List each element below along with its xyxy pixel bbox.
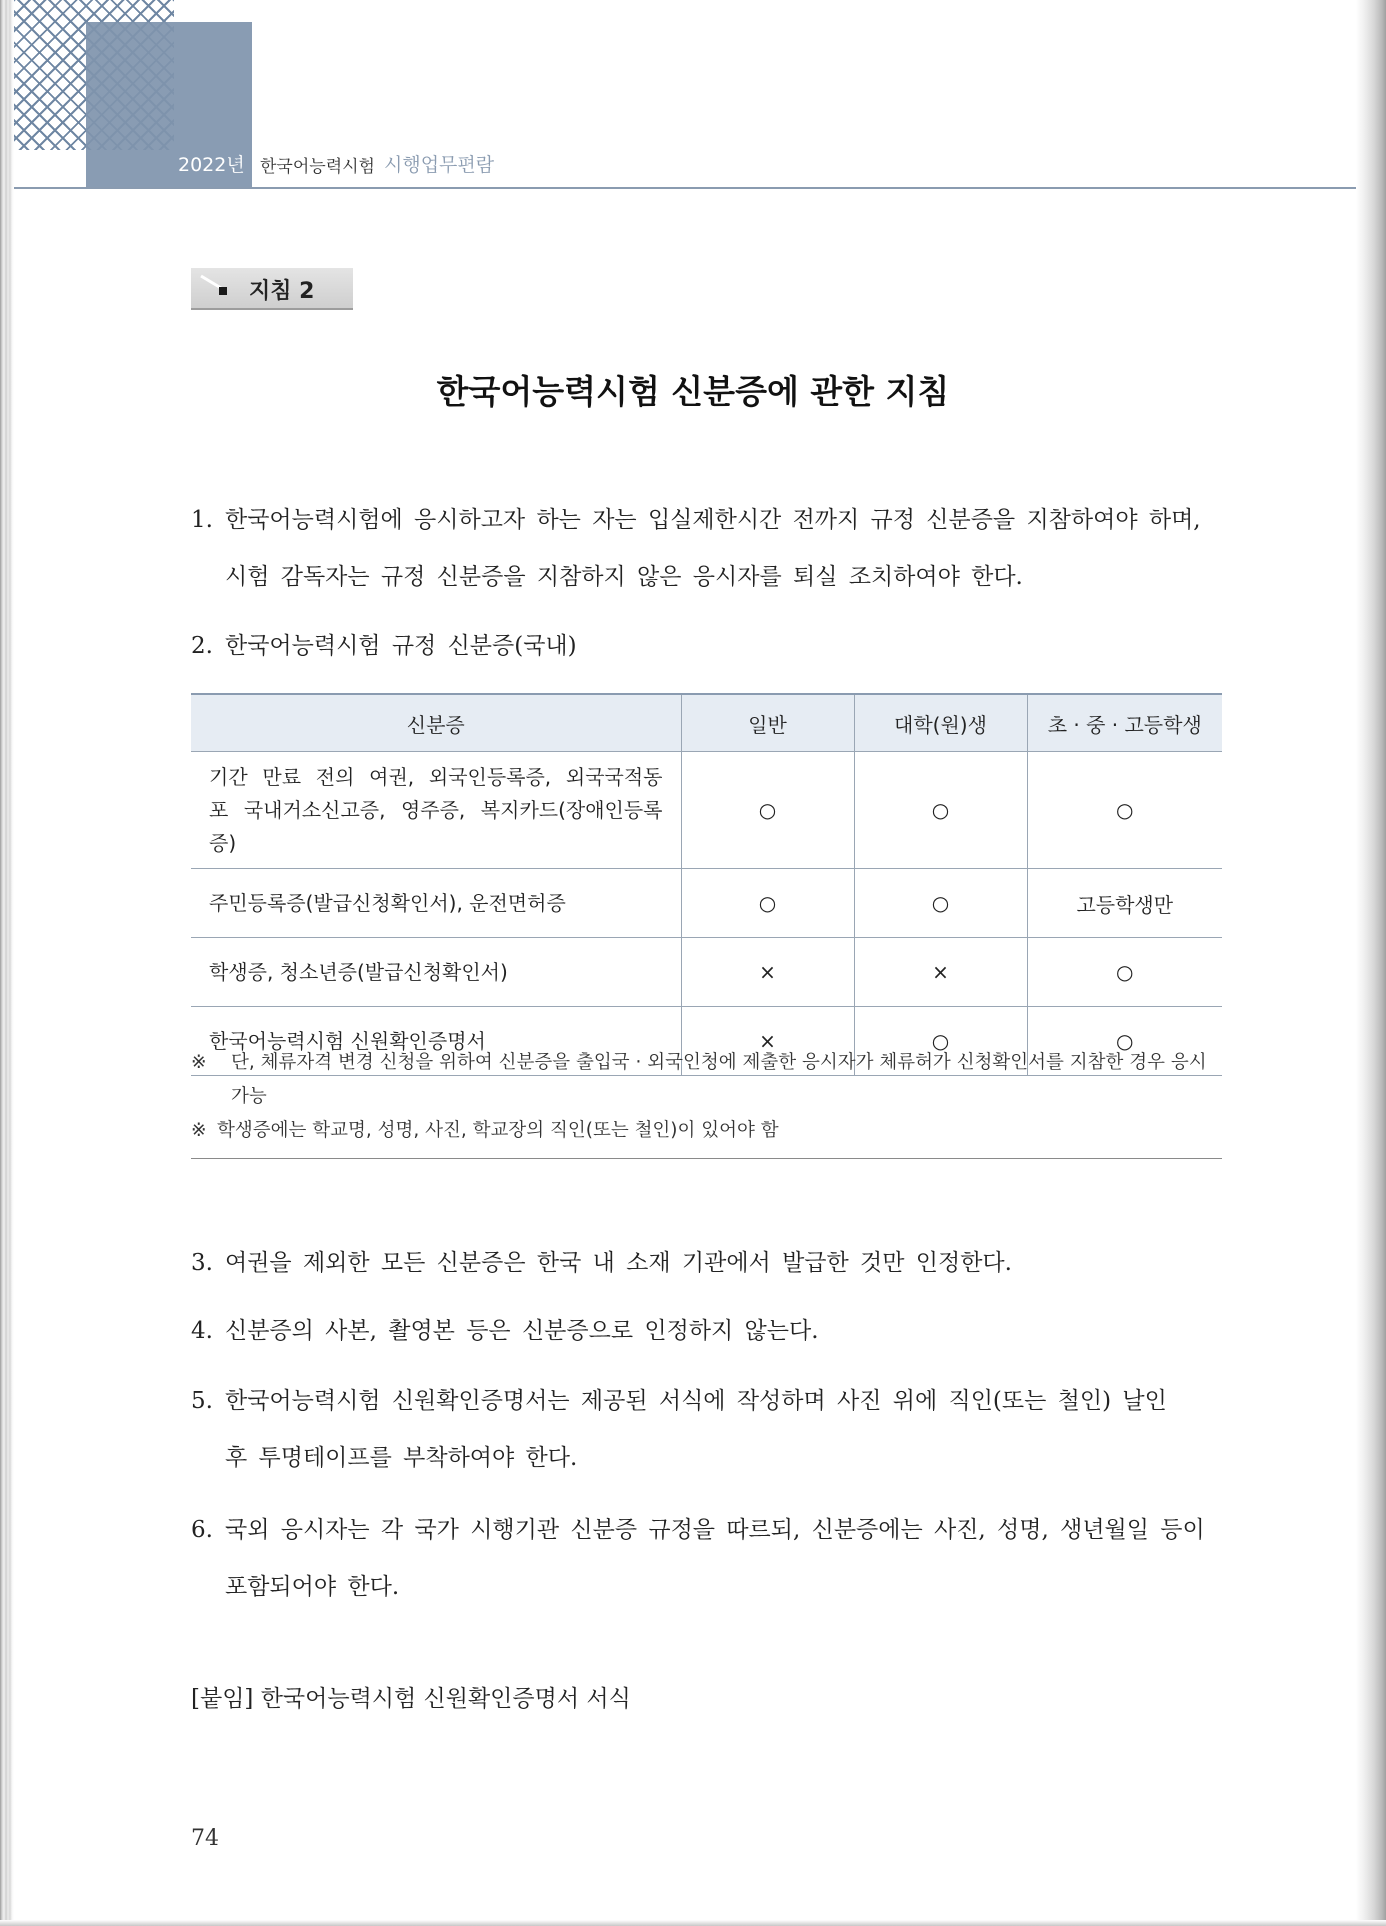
item-text: 여권을 제외한 모든 신분증은 한국 내 소재 기관에서 발급한 것만 인정한다.	[225, 1250, 1012, 1276]
item-number: 4.	[191, 1318, 213, 1344]
page-right-shadow	[1356, 0, 1386, 1926]
table-cell: ○	[1027, 1007, 1222, 1076]
table-cell: 고등학생만	[1027, 869, 1222, 938]
table-notes	[191, 1046, 1222, 1159]
table-header-cell: 초 · 중 · 고등학생	[1027, 694, 1222, 752]
page-number: 74	[191, 1826, 219, 1851]
table-cell: ○	[1027, 752, 1222, 869]
header-year: 2022년	[178, 154, 245, 176]
table-cell: ×	[681, 938, 854, 1007]
item-number: 6.	[191, 1517, 213, 1543]
list-item	[191, 1373, 1231, 1487]
table-cell: 학생증, 청소년증(발급신청확인서)	[191, 938, 681, 1007]
list-item	[191, 1235, 1231, 1292]
list-item	[191, 492, 1231, 606]
table-cell: ○	[1027, 938, 1222, 1007]
table-cell: ×	[854, 938, 1027, 1007]
page-bottom-shadow	[0, 1920, 1386, 1926]
table-header-cell: 신분증	[191, 694, 681, 752]
table-row	[191, 869, 1222, 938]
list-item	[191, 618, 1231, 675]
note-text: 학생증에는 학교명, 성명, 사진, 학교장의 직인(또는 철인)이 있어야 함	[217, 1120, 779, 1141]
note	[191, 1046, 1222, 1114]
note-text: 단, 체류자격 변경 신청을 위하여 신분증을 출입국 · 외국인청에 제출한 응시자가 체류허가 신청확인서를 지참한 경우 응시 가능	[231, 1052, 1207, 1107]
badge-label: 지침 2	[249, 279, 315, 304]
guideline-badge	[191, 268, 353, 310]
table-cell: 한국어능력시험 신원확인증명서	[191, 1007, 681, 1076]
item-number: 3.	[191, 1250, 213, 1276]
table-cell: 주민등록증(발급신청확인서), 운전면허증	[191, 869, 681, 938]
list-item	[191, 1303, 1231, 1360]
attachment-note: [붙임] 한국어능력시험 신원확인증명서 서식	[191, 1686, 631, 1712]
table-header-cell: 일반	[681, 694, 854, 752]
table-cell: 기간 만료 전의 여권, 외국인등록증, 외국국적동포 국내거소신고증, 영주증, 복지카드(장애인등록증)	[191, 752, 681, 869]
note	[191, 1114, 1222, 1148]
item-text: 시험 감독자는 규정 신분증을 지참하지 않은 응시자를 퇴실 조치하여야 한다.	[225, 564, 1023, 590]
item-number: 2.	[191, 633, 213, 659]
item-text: 한국어능력시험 규정 신분증(국내)	[225, 633, 577, 659]
note-mark: ※	[191, 1052, 207, 1073]
page-stack-left-edge	[0, 0, 14, 1926]
corner-arrow-icon	[199, 274, 229, 298]
header-title: 한국어능력시험	[260, 157, 375, 177]
item-number: 5.	[191, 1388, 213, 1414]
list-item	[191, 1502, 1231, 1616]
item-text: 포함되어야 한다.	[225, 1574, 400, 1600]
table-cell: ○	[854, 752, 1027, 869]
item-text: 한국어능력시험 신원확인증명서는 제공된 서식에 작성하며 사진 위에 직인(또는 철인) 날인	[225, 1388, 1167, 1414]
table-row	[191, 752, 1222, 869]
table-header-row	[191, 694, 1222, 752]
id-card-table	[191, 693, 1222, 1076]
item-number: 1.	[191, 507, 213, 533]
item-text: 신분증의 사본, 촬영본 등은 신분증으로 인정하지 않는다.	[225, 1318, 819, 1344]
table-cell: ○	[681, 869, 854, 938]
table-header-cell: 대학(원)생	[854, 694, 1027, 752]
item-text: 후 투명테이프를 부착하여야 한다.	[225, 1445, 578, 1471]
table-cell: ○	[854, 869, 1027, 938]
table-cell: ○	[854, 1007, 1027, 1076]
document-title: 한국어능력시험 신분증에 관한 지침	[436, 372, 950, 411]
note-mark: ※	[191, 1120, 207, 1141]
table-cell: ×	[681, 1007, 854, 1076]
item-text: 국외 응시자는 각 국가 시행기관 신분증 규정을 따르되, 신분증에는 사진, 성명, 생년월일 등이	[225, 1517, 1205, 1543]
table-row	[191, 938, 1222, 1007]
header-rule	[14, 187, 1356, 189]
table-cell: ○	[681, 752, 854, 869]
item-text: 한국어능력시험에 응시하고자 하는 자는 입실제한시간 전까지 규정 신분증을 지참하여야 하며,	[225, 507, 1201, 533]
header-subtitle: 시행업무편람	[384, 154, 495, 176]
